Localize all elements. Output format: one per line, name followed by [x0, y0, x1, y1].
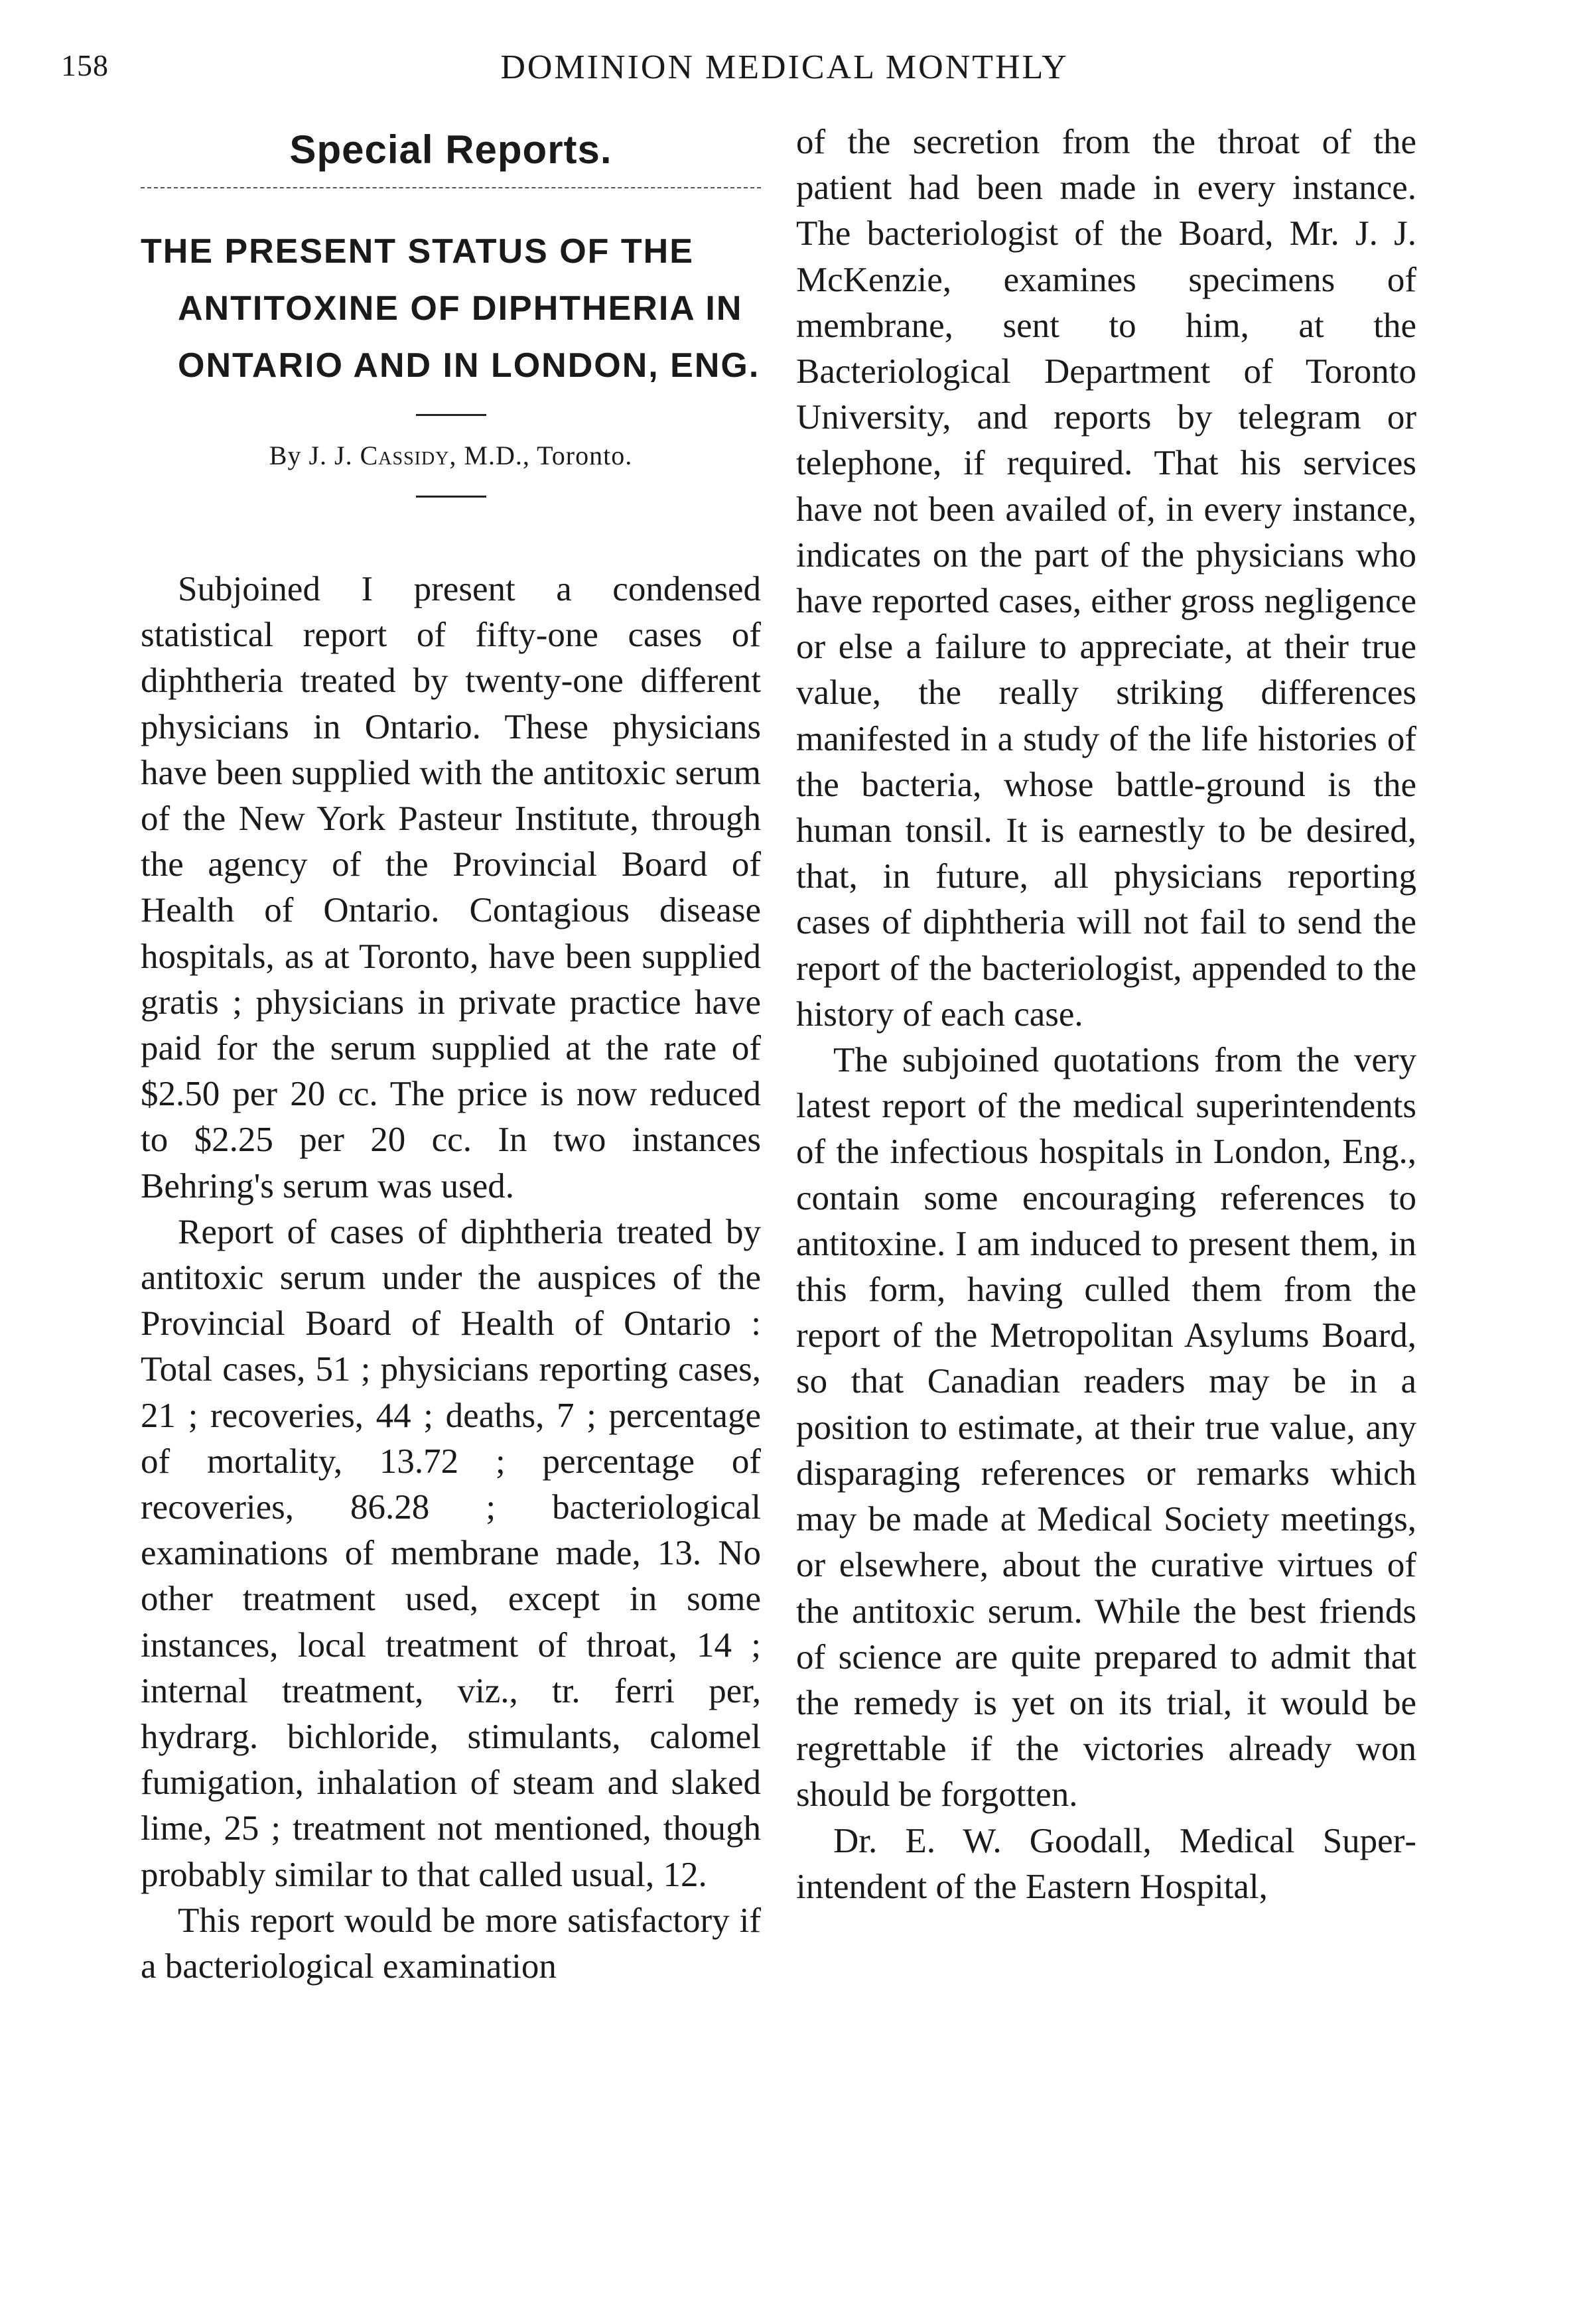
byline-rule — [416, 496, 486, 498]
byline — [141, 436, 761, 476]
left-column — [141, 119, 761, 1990]
article-title: THE PRESENT STATUS OF THE ANTITOXINE OF DIPHTHERIA IN ONTARIO AND IN LONDON, ENG. — [141, 232, 760, 385]
paragraph: Dr. E. W. Goodall, Medical Superintendent of the Eastern Hospital, — [796, 1821, 1416, 1906]
paragraph: of the secretion from the throat of the patient had been made in every instance. The bacteriologist of the Board, Mr. J. J. McKenzie, examines specimens of membrane, sent to him, at the Bacteriological Department of Toronto University, and reports by telegram or telephone, if required. That his services have not been availed of, in every instance, indicates on the part of the physicians who have reported cases, either gross negligence or else a failure to appreciate, at their true value, the really striking differences manifested in a study of the life histories of the bacteria, whose battle-ground is the human tonsil. It is earnestly to be desired, that, in future, all physicians reporting cases of diphtheria will not fail to send the report of the bacteriologist, appended to the history of each case. — [796, 123, 1416, 1034]
page-number: 158 — [61, 48, 109, 82]
byline-suffix: , M.D., Toronto. — [449, 441, 633, 470]
running-head: DOMINION MEDICAL MONTHLY — [500, 48, 1069, 86]
paragraph: Subjoined I present a condensed statistical report of fifty-one cases of diphtheria treated by twenty-one different physicians in Ontario. These physicians have been supplied with the antitoxic serum of the New York Pasteur Institute, through the agency of the Provincial Board of Health of Ontario. Contagious disease hospitals, as at Toronto, have been supplied gratis ; physicians in private practice have paid for the serum supplied at the rate of $2.50 per 20 cc. The price is now reduced to $2.25 per 20 cc. In two instances Behring's serum was used. — [141, 570, 761, 1205]
byline-author: Cassidy — [360, 441, 450, 470]
paragraph: Report of cases of diphtheria treated by antitoxic serum under the auspices of the Provincial Board of Health of Ontario : Total cases, 51 ; physicians reporting cases, 21 ; recoveries, 44 ; deaths, 7 ; percentage of mortality, 13.72 ; percentage of recoveries, 86.28 ; bacteriological examinations of membrane made, 13. No other treatment used, except in some instances, local treatment of throat, 14 ; internal treatment, viz., tr. ferri per, hydrarg. bichloride, stimulants, calomel fumigation, inhalation of steam and slaked lime, 25 ; treatment not mentioned, though probably similar to that called usual, 12. — [141, 1212, 761, 1894]
byline-prefix: By J. J. — [269, 441, 353, 470]
title-rule — [416, 414, 486, 416]
section-title: Special Reports. — [289, 127, 612, 172]
paragraph: The subjoined quotations from the very latest report of the medical superintendents of the infectious hospitals in London, Eng., contain some encouraging references to antitoxine. I am induced to present them, in this form, having culled them from the report of the Metropolitan Asylums Board, so that Canadian readers may be in a position to estimate, at their true value, any disparaging references or remarks which may be made at Medical Society meetings, or elsewhere, about the curative virtues of the antitoxic serum. While the best friends of science are quite prepared to admit that the remedy is yet on its trial, it would be regrettable if the victories already won should be forgotten. — [796, 1041, 1416, 1814]
right-column — [796, 119, 1416, 1910]
section-divider — [141, 187, 761, 188]
paragraph: This report would be more satisfactory if a bacteriological examination — [141, 1901, 761, 1986]
